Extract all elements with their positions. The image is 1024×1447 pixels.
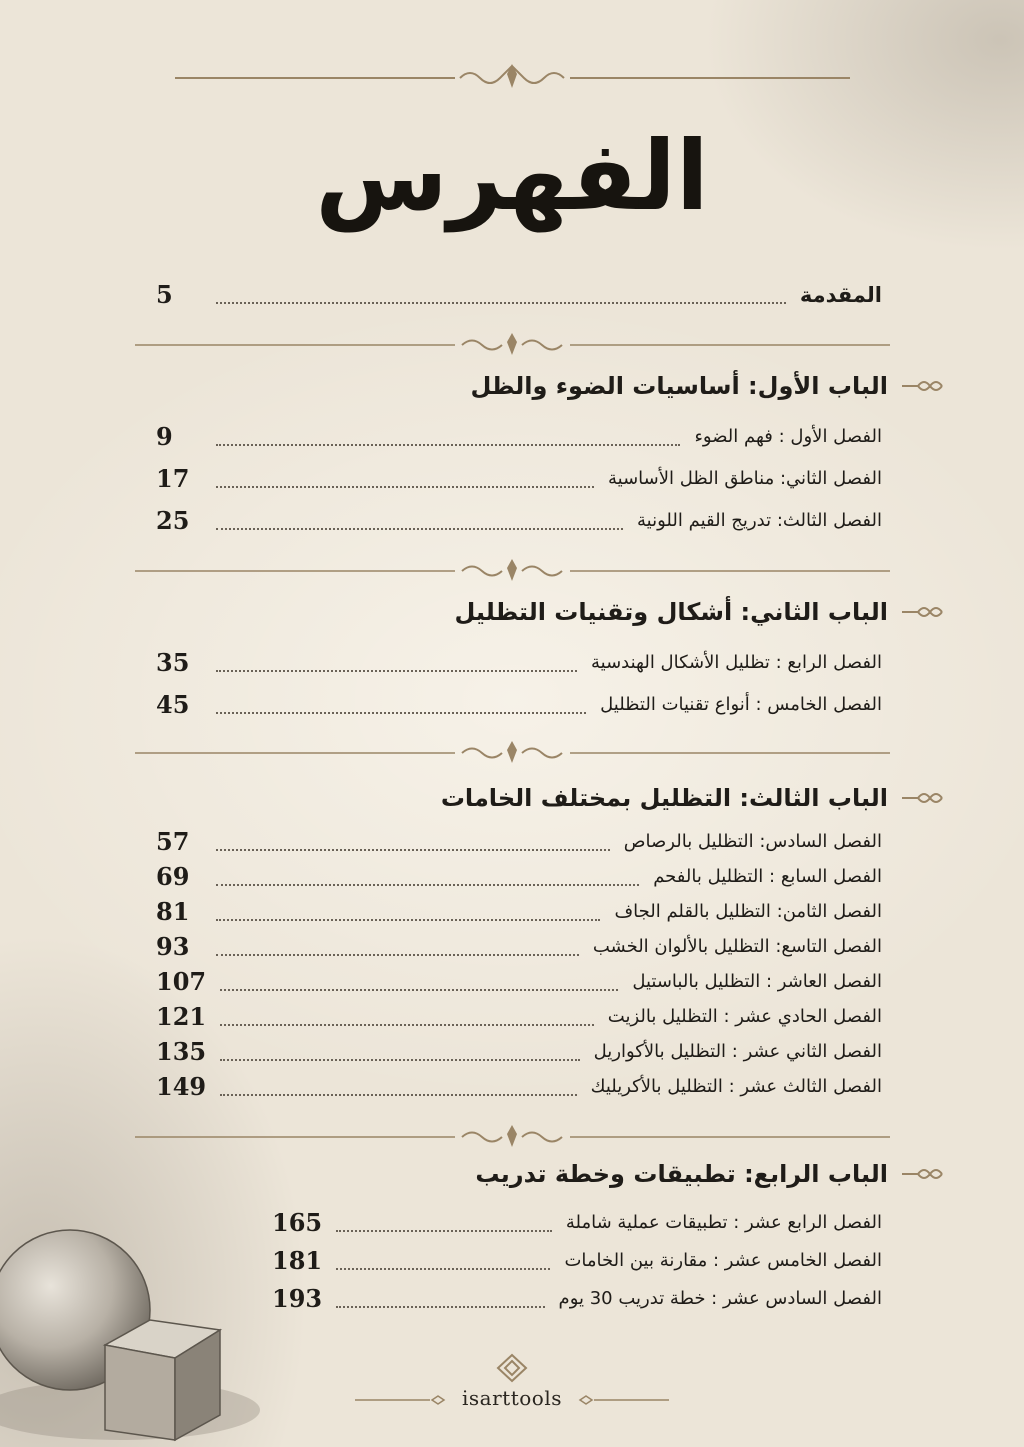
toc-chapter-row[interactable] xyxy=(156,932,882,961)
section-divider xyxy=(0,738,1024,768)
chapter-label: الفصل الرابع عشر : تطبيقات عملية شاملة xyxy=(565,1212,882,1233)
toc-chapter-row[interactable] xyxy=(156,1002,882,1031)
diamond-logo-icon xyxy=(495,1353,529,1383)
leader-dots xyxy=(216,884,639,886)
leader-dots xyxy=(336,1268,550,1270)
section-title: الباب الثالث: التظليل بمختلف الخامات xyxy=(440,784,888,812)
page-number: 5 xyxy=(156,280,173,309)
leader-dots xyxy=(216,849,610,851)
leader-dots xyxy=(216,919,600,921)
toc-chapter-row[interactable] xyxy=(156,648,882,677)
toc-chapter-row[interactable] xyxy=(156,690,882,719)
toc-chapter-row[interactable] xyxy=(272,1208,882,1237)
section-heading-3[interactable] xyxy=(441,784,944,812)
page-number: 17 xyxy=(156,464,190,493)
top-ornament-divider xyxy=(0,62,1024,92)
chapter-label: الفصل الثاني عشر : التظليل بالأكواريل xyxy=(593,1041,882,1062)
page-number: 9 xyxy=(156,422,173,451)
leader-dots xyxy=(216,486,594,488)
chapter-label: الفصل السادس عشر : خطة تدريب 30 يوم xyxy=(558,1288,882,1309)
chapter-label: الفصل العاشر : التظليل بالباستيل xyxy=(632,971,882,992)
chapter-label: الفصل الثالث: تدريج القيم اللونية xyxy=(637,510,882,531)
intro-label: المقدمة xyxy=(799,282,882,307)
brand-name: isarttools xyxy=(462,1386,562,1410)
toc-chapter-row[interactable] xyxy=(156,422,882,451)
page-number: 181 xyxy=(272,1246,323,1275)
section-divider xyxy=(0,330,1024,360)
page-number: 57 xyxy=(156,827,190,856)
flourish-icon xyxy=(900,600,944,624)
section-heading-2[interactable] xyxy=(455,598,945,626)
chapter-label: الفصل الخامس عشر : مقارنة بين الخامات xyxy=(564,1250,882,1271)
chapter-label: الفصل الخامس : أنواع تقنيات التظليل xyxy=(600,694,882,715)
section-divider xyxy=(0,1122,1024,1152)
page-number: 193 xyxy=(272,1284,323,1313)
section-divider xyxy=(0,556,1024,586)
leader-dots xyxy=(216,670,577,672)
leader-dots xyxy=(216,528,623,530)
page-number: 35 xyxy=(156,648,190,677)
chapter-label: الفصل الأول : فهم الضوء xyxy=(694,426,882,447)
leader-dots xyxy=(336,1306,544,1308)
flourish-icon xyxy=(900,1162,944,1186)
chapter-label: الفصل الثامن: التظليل بالقلم الجاف xyxy=(614,901,882,922)
page-title: الفهرس xyxy=(315,120,709,232)
page-number: 69 xyxy=(156,862,190,891)
flourish-icon xyxy=(900,374,944,398)
toc-chapter-row[interactable] xyxy=(272,1246,882,1275)
toc-chapter-row[interactable] xyxy=(156,827,882,856)
toc-intro-row[interactable] xyxy=(156,280,882,309)
toc-chapter-row[interactable] xyxy=(156,506,882,535)
leader-dots xyxy=(336,1230,552,1232)
leader-dots xyxy=(220,1024,594,1026)
section-title: الباب الثاني: أشكال وتقنيات التظليل xyxy=(454,598,888,626)
toc-chapter-row[interactable] xyxy=(156,897,882,926)
toc-chapter-row[interactable] xyxy=(156,967,882,996)
page-number: 107 xyxy=(156,967,207,996)
section-heading-4[interactable] xyxy=(475,1160,944,1188)
page-number: 81 xyxy=(156,897,190,926)
leader-dots xyxy=(220,1059,580,1061)
chapter-label: الفصل التاسع: التظليل بالألوان الخشب xyxy=(592,936,882,957)
leader-dots xyxy=(216,712,586,714)
chapter-label: الفصل السابع : التظليل بالفحم xyxy=(653,866,882,887)
page-number: 25 xyxy=(156,506,190,535)
chapter-label: الفصل الثاني: مناطق الظل الأساسية xyxy=(608,468,882,489)
flourish-icon xyxy=(900,786,944,810)
toc-chapter-row[interactable] xyxy=(156,1072,882,1101)
chapter-label: الفصل السادس: التظليل بالرصاص xyxy=(623,831,882,852)
toc-chapter-row[interactable] xyxy=(156,1037,882,1066)
page-number: 165 xyxy=(272,1208,323,1237)
leader-dots xyxy=(220,989,618,991)
section-title: الباب الرابع: تطبيقات وخطة تدريب xyxy=(475,1160,888,1188)
page-number: 45 xyxy=(156,690,190,719)
page-number: 149 xyxy=(156,1072,207,1101)
section-heading-1[interactable] xyxy=(470,372,944,400)
chapter-label: الفصل الثالث عشر : التظليل بالأكريليك xyxy=(590,1076,882,1097)
page-number: 135 xyxy=(156,1037,207,1066)
leader-dots xyxy=(216,302,786,304)
toc-chapter-row[interactable] xyxy=(156,862,882,891)
chapter-label: الفصل الحادي عشر : التظليل بالزيت xyxy=(607,1006,882,1027)
leader-dots xyxy=(216,444,680,446)
page-number: 93 xyxy=(156,932,190,961)
chapter-label: الفصل الرابع : تظليل الأشكال الهندسية xyxy=(591,652,882,673)
toc-chapter-row[interactable] xyxy=(156,464,882,493)
leader-dots xyxy=(216,954,579,956)
leader-dots xyxy=(220,1094,577,1096)
section-title: الباب الأول: أساسيات الضوء والظل xyxy=(470,372,888,400)
toc-chapter-row[interactable] xyxy=(272,1284,882,1313)
brand-logo xyxy=(0,1353,1024,1387)
page-number: 121 xyxy=(156,1002,207,1031)
